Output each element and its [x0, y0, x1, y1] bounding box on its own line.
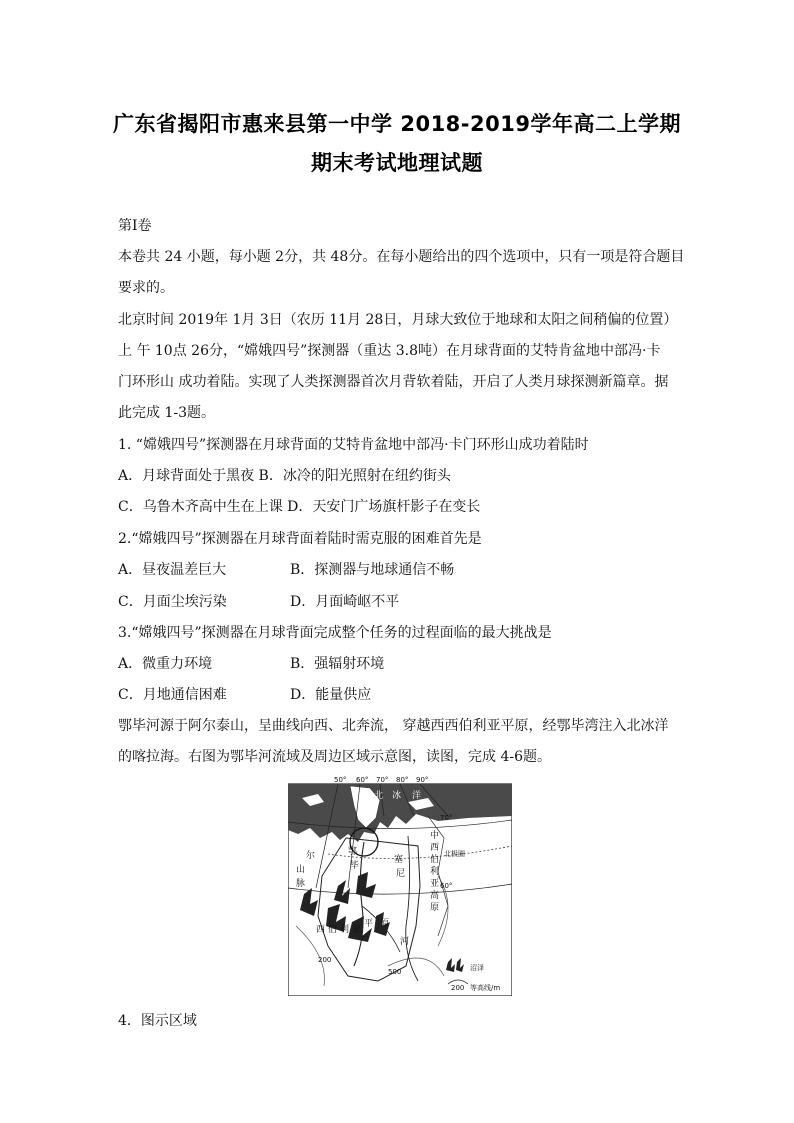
question-stem: 2.“嫦娥四号”探测器在月球背面着陆时需克服的困难首先是 — [118, 531, 482, 547]
passage-line: 鄂毕河源于阿尔泰山，呈曲线向西、北奔流， 穿越西西伯利亚平原，经鄂毕湾注入北冰洋 — [118, 718, 669, 734]
passage-line: 上 午 10点 26分，“嫦娥四号”探测器（重达 3.8吨）在月球背面的艾特肯盆地中部冯·卡 — [118, 343, 661, 359]
plateau-label-char: 中 — [430, 831, 440, 841]
ob-river-map — [288, 776, 512, 996]
yenisei-label-char: 尼 — [396, 869, 406, 879]
question-stem: 3.“嫦娥四号”探测器在月球背面完成整个任务的过程面临的最大挑战是 — [118, 625, 552, 641]
ocean-label-char: 冰 — [392, 791, 402, 801]
ocean-label-char: 北 — [374, 791, 384, 801]
option-a: A．微重力环境 — [118, 656, 213, 672]
longitude-label: 70° — [376, 776, 389, 784]
plateau-label-char: 利 — [430, 867, 440, 877]
longitude-label: 50° — [334, 776, 347, 784]
plain-label-char: 伯 — [328, 925, 338, 935]
contour-value: 500 — [388, 968, 402, 976]
legend-contour-label: 等高线/m — [470, 984, 501, 992]
question-stem: 1. “嫦娥四号”探测器在月球背面的艾特肯盆地中部冯·卡门环形山成功着陆时 — [118, 437, 589, 453]
yenisei-label-char: 河 — [400, 937, 410, 947]
page-title: 广东省揭阳市惠来县第一中学 2018-2019学年高二上学期 — [113, 112, 681, 136]
option-b: B．强辐射环境 — [290, 656, 385, 672]
plain-label-char: 西 — [316, 925, 326, 935]
plain-label-char: 平 — [364, 919, 374, 929]
plain-label-char: 利 — [340, 925, 350, 935]
option-d: D．能量供应 — [290, 687, 372, 703]
ural-label-char: 尔 — [306, 851, 316, 861]
legend-contour-value: 200 — [451, 984, 465, 992]
passage-line: 北京时间 2019年 1月 3日（农历 11月 28日，月球大致位于地球和太阳之间稍偏的位置） — [118, 312, 678, 328]
plateau-label-char: 西 — [430, 843, 440, 853]
option-b: B．探测器与地球通信不畅 — [290, 562, 455, 578]
longitude-label: 60° — [356, 776, 369, 784]
map-svg — [288, 776, 512, 996]
plateau-label-char: 伯 — [430, 855, 440, 865]
ural-label-char: 山 — [296, 865, 306, 875]
ural-label-char: 脉 — [296, 879, 306, 889]
river-label-char: 毕 — [350, 861, 360, 871]
plateau-label-char: 亚 — [430, 879, 440, 889]
question-options-row: C．乌鲁木齐高中生在上课 D．天安门广场旗杆影子在变长 — [118, 499, 481, 515]
passage-line: 门环形山 成功着陆。实现了人类探测器首次月背软着陆，开启了人类月球探测新篇章。据 — [118, 374, 669, 390]
option-c: C．月面尘埃污染 — [118, 594, 227, 610]
section-label: 第Ⅰ卷 — [118, 218, 152, 234]
longitude-label: 80° — [396, 776, 409, 784]
river-label-char: 鄂 — [348, 847, 358, 857]
contour-value: 200 — [318, 956, 332, 964]
question-stem: 4．图示区域 — [118, 1013, 197, 1029]
passage-line: 此完成 1-3题。 — [118, 405, 215, 421]
plateau-label-char: 高 — [430, 891, 440, 901]
instruction-line: 本卷共 24 小题，每小题 2分，共 48分。在每小题给出的四个选项中，只有一项是符合题目 — [118, 249, 685, 265]
ocean-label-char: 洋 — [412, 791, 422, 801]
plateau-label-char: 原 — [430, 903, 440, 913]
yenisei-label-char: 塞 — [394, 855, 404, 865]
instruction-line: 要求的。 — [118, 280, 174, 296]
question-options-row: A．月球背面处于黑夜 B．冰冷的阳光照射在纽约街头 — [118, 468, 451, 484]
page-subtitle: 期末考试地理试题 — [311, 151, 483, 175]
plain-label-char: 原 — [380, 919, 390, 929]
latitude-label: 70° — [440, 814, 453, 822]
option-a: A．昼夜温差巨大 — [118, 562, 227, 578]
longitude-label: 90° — [416, 776, 429, 784]
passage-line: 的喀拉海。右图为鄂毕河流域及周边区域示意图，读图，完成 4-6题。 — [118, 749, 551, 765]
legend-swamp-label: 沼泽 — [470, 964, 484, 972]
arctic-circle-label: 北极圈 — [444, 850, 465, 858]
option-d: D．月面崎岖不平 — [290, 594, 400, 610]
plain-label-char: 亚 — [352, 925, 362, 935]
latitude-label: 60° — [440, 882, 453, 890]
option-c: C．月地通信困难 — [118, 687, 227, 703]
